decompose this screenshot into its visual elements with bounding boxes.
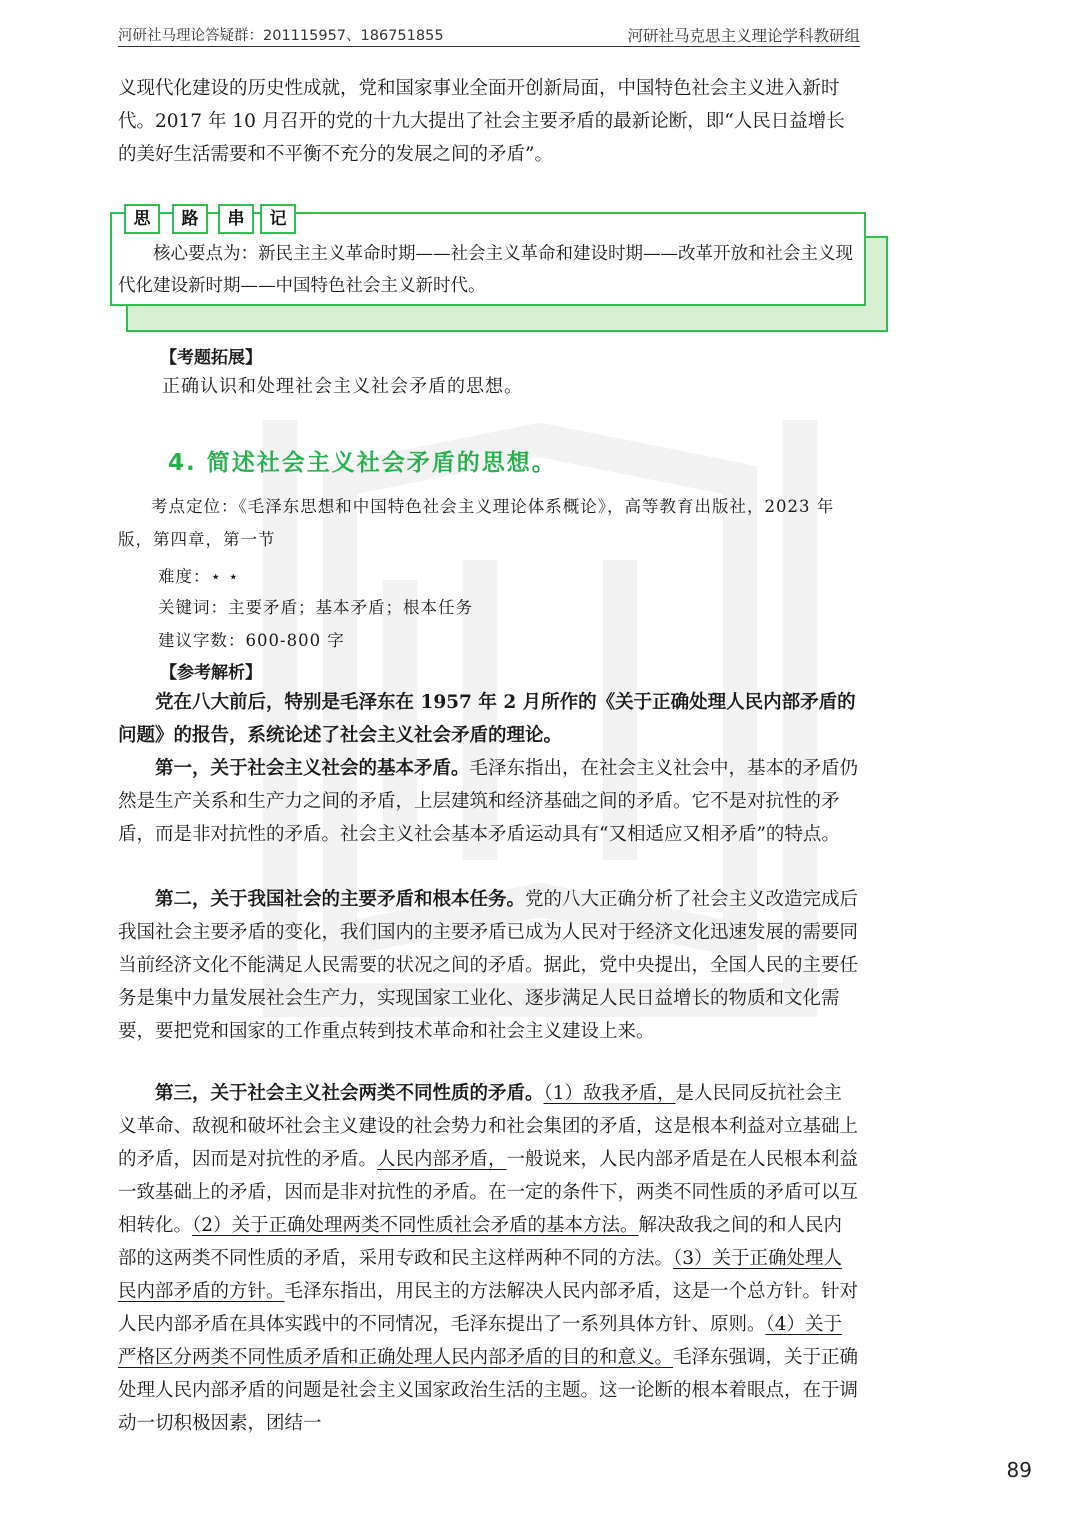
page-number: 89 xyxy=(1006,1458,1032,1482)
point-3-sub-2: （2）关于正确处理两类不同性质社会矛盾的基本方法。 xyxy=(192,1215,639,1236)
question-location: 考点定位：《毛泽东思想和中国特色社会主义理论体系概论》，高等教育出版社，2023 年版，第四章，第一节 xyxy=(118,497,835,549)
question-difficulty: 难度：⋆ ⋆ xyxy=(158,567,240,586)
point-3-sub-4: （4）关于严格区分两类不同性质矛盾和正确处理人民内部矛盾的目的和意义。 xyxy=(118,1314,843,1368)
point-1-body: 毛泽东指出，在社会主义社会中，基本的矛盾仍然是生产关系和生产力之间的矛盾，上层建筑和经济基础之间的矛盾。它不是对抗性的矛盾，而是非对抗性的矛盾。社会主义社会基本矛盾运动具有“又相适应又相矛盾”的特点。 xyxy=(118,758,859,845)
extension-label: 【考题拓展】 xyxy=(160,348,262,368)
summary-tag: 思 xyxy=(124,204,160,234)
summary-tag: 记 xyxy=(260,204,296,234)
analysis-lead: 党在八大前后，特别是毛泽东在 1957 年 2 月所作的《关于正确处理人民内部矛盾的问题》的报告，系统论述了社会主义社会矛盾的理论。 xyxy=(118,692,856,746)
point-2-body: 党的八大正确分析了社会主义改造完成后我国社会主要矛盾的变化，我们国内的主要矛盾已成为人民对于经济文化迅速发展的需要同当前经济文化不能满足人民需要的状况之间的矛盾。据此，党中央提出，全国人民的主要任务是集中力量发展社会生产力，实现国家工业化、逐步满足人民日益增长的物质和文化需要，要把党和国家的工作重点转到技术革命和社会主义建设上来。 xyxy=(118,889,859,1042)
header-publisher: 河研社马克思主义理论学科教研组 xyxy=(627,27,860,45)
point-3-heading: 第三，关于社会主义社会两类不同性质的矛盾。 xyxy=(155,1083,544,1104)
intro-paragraph: 义现代化建设的历史性成就，党和国家事业全面开创新局面，中国特色社会主义进入新时代。2017 年 10 月召开的党的十九大提出了社会主要矛盾的最新论断，即“人民日益增长的美好生活需要和不平衡不充分的发展之间的矛盾”。 xyxy=(118,78,845,165)
point-3-text-1: 是人民同反抗社会主义革命、敌视和破坏社会主义建设的社会势力和社会集团的矛盾，这是根本利益对立基础上的矛盾，因而是对抗性的矛盾。 xyxy=(118,1083,859,1170)
page-header xyxy=(118,18,860,47)
question-keywords: 关键词：主要矛盾；基本矛盾；根本任务 xyxy=(158,598,473,617)
summary-tag: 串 xyxy=(218,204,254,234)
analysis-point-3 xyxy=(118,1077,860,1440)
point-1-heading: 第一，关于社会主义社会的基本矛盾。 xyxy=(155,758,470,779)
summary-tag: 路 xyxy=(172,204,208,234)
point-3-sub-3: （3）关于正确处理人民内部矛盾的方针。 xyxy=(118,1248,843,1302)
point-3-text-5: 毛泽东强调，关于正确处理人民内部矛盾的问题是社会主义国家政治生活的主题。这一论断的根本着眼点，在于调动一切积极因素，团结一 xyxy=(118,1347,859,1434)
header-qq-groups: 河研社马理论答疑群：201115957、186751855 xyxy=(118,28,444,44)
question-word-count: 建议字数：600-800 字 xyxy=(158,631,345,650)
point-3-text-4: 毛泽东指出，用民主的方法解决人民内部矛盾，这是一个总方针。针对人民内部矛盾在具体实践中的不同情况，毛泽东提出了一系列具体方针、原则。 xyxy=(118,1281,859,1335)
point-2-heading: 第二，关于我国社会的主要矛盾和根本任务。 xyxy=(155,889,526,910)
analysis-point-1 xyxy=(118,752,860,851)
point-3-text-3: 解决敌我之间的和人民内部的这两类不同性质的矛盾，采用专政和民主这样两种不同的方法。 xyxy=(118,1215,843,1269)
analysis-label: 【参考解析】 xyxy=(160,663,262,683)
point-3-sub-people: 人民内部矛盾， xyxy=(377,1149,507,1170)
analysis-point-2 xyxy=(118,883,860,1048)
point-3-text-2: 一般说来，人民内部矛盾是在人民根本利益一致基础上的矛盾，因而是非对抗性的矛盾。在一定的条件下，两类不同性质的矛盾可以互相转化。 xyxy=(118,1149,859,1236)
point-3-sub-1: （1）敌我矛盾， xyxy=(543,1083,676,1104)
extension-text: 正确认识和处理社会主义社会矛盾的思想。 xyxy=(162,376,523,397)
question-title: 4. 简述社会主义社会矛盾的思想。 xyxy=(168,450,557,476)
summary-text: 核心要点为：新民主主义革命时期——社会主义革命和建设时期——改革开放和社会主义现代化建设新时期——中国特色社会主义新时代。 xyxy=(118,244,853,296)
